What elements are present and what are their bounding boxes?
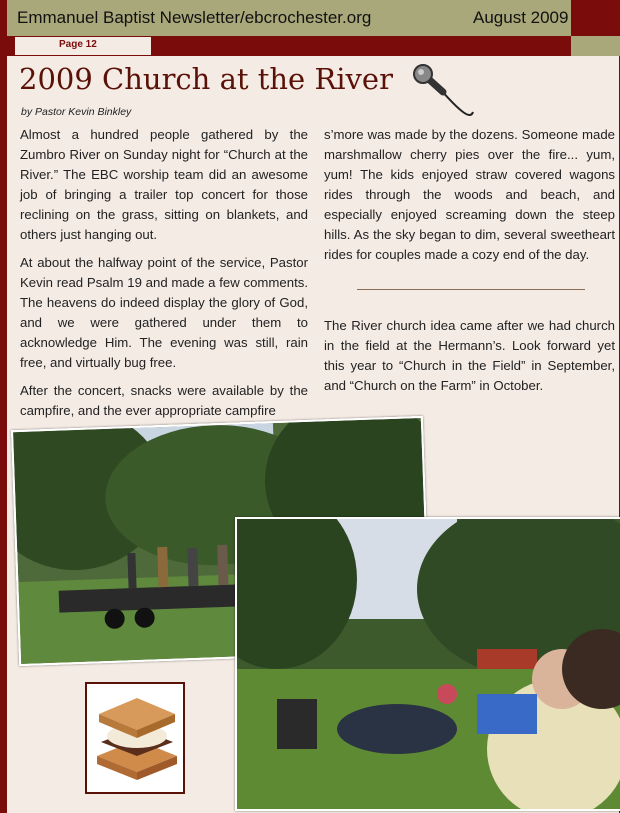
article-byline: by Pastor Kevin Binkley bbox=[21, 106, 132, 118]
paragraph: s’more was made by the dozens. Someone made marshmallow cherry pies over the fire... yum, yum! The kids enjoyed straw covered wagons rides through the woods and beach, and especially enjoyed screaming down the steep hills. As the sky began to dim, several sweetheart rides for couples made a cozy end of the day. bbox=[324, 127, 615, 262]
article-column-2 bbox=[324, 125, 615, 273]
microphone-icon bbox=[411, 62, 481, 122]
audience-photo bbox=[235, 517, 620, 811]
paragraph: The River church idea came after we had church in the field at the Hermann’s. Look forward yet this year to “Church in the Field” in September, and “Church on the Farm” in October. bbox=[324, 318, 615, 393]
newsletter-page bbox=[4, 0, 619, 813]
paragraph: Almost a hundred people gathered by the Zumbro River on Sunday night for “Church at the River.” The EBC worship team did an awesome job of bringing a trailer top concert for those reclining on the grass, sitting on blankets, and others just hanging out. bbox=[20, 127, 308, 242]
sub-bar-accent bbox=[571, 36, 620, 56]
header-accent bbox=[571, 0, 620, 36]
issue-date: August 2009 bbox=[473, 8, 569, 27]
page-number: Page 12 bbox=[59, 39, 97, 50]
article-title: 2009 Church at the River bbox=[19, 62, 393, 96]
newsletter-title: Emmanuel Baptist Newsletter/ebcrochester.org bbox=[17, 8, 372, 27]
article-column-3 bbox=[324, 316, 615, 404]
article-column-1 bbox=[20, 125, 308, 429]
divider bbox=[357, 289, 585, 290]
paragraph: At about the halfway point of the service, Pastor Kevin read Psalm 19 and made a few comments. The heavens do indeed display the glory of God, and we were gathered under them to acknowledge Him. The evening was still, rain free, and virtually bug free. bbox=[20, 255, 308, 370]
paragraph: After the concert, snacks were available by the campfire, and the ever appropriate campfire bbox=[20, 383, 308, 418]
smore-icon bbox=[85, 682, 185, 794]
